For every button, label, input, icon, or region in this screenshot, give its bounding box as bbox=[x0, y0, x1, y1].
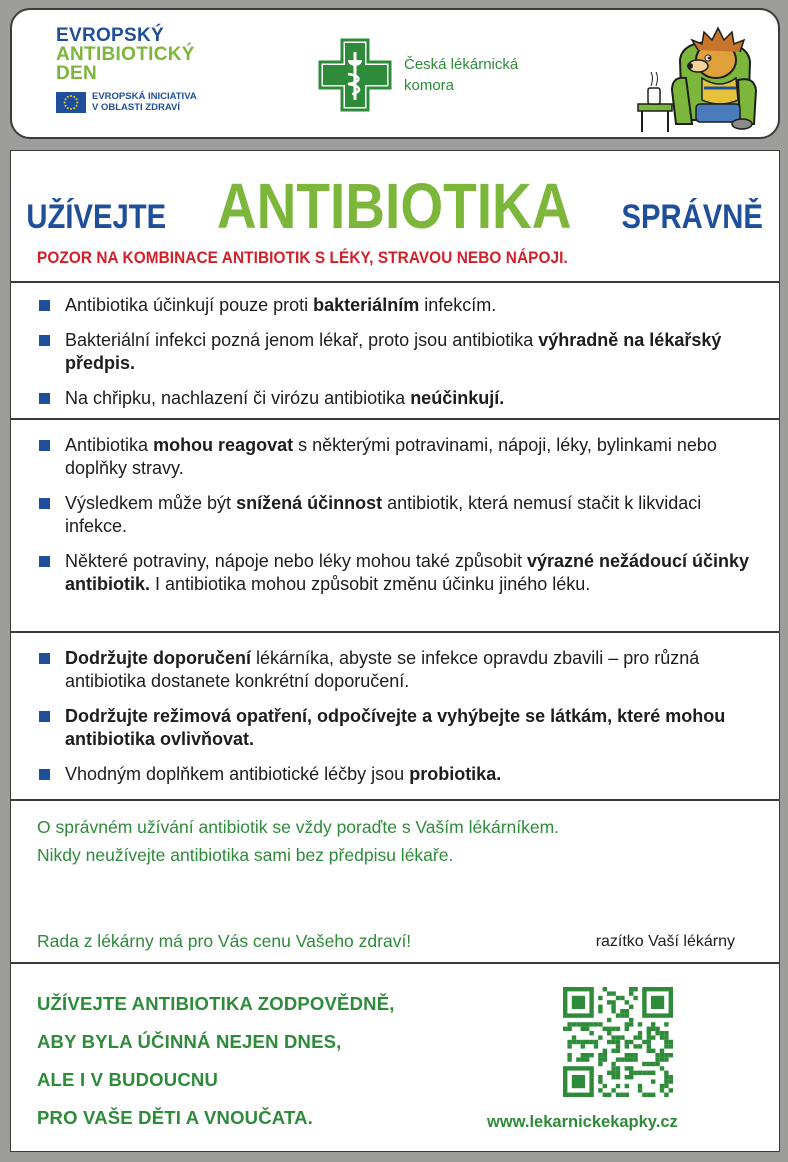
text: Některé potraviny, nápoje nebo léky mohou také způsobit bbox=[65, 551, 527, 571]
bold-text: bakteriálním bbox=[313, 295, 420, 315]
motto: Rada z lékárny má pro Vás cenu Vašeho zdraví! bbox=[37, 931, 412, 951]
bullet-item bbox=[39, 763, 759, 786]
text: infekcím. bbox=[419, 295, 497, 315]
bold-text: snížená účinnost bbox=[236, 493, 383, 513]
ead-line-2: ANTIBIOTICKÝ bbox=[56, 44, 195, 65]
european-antibiotic-day-logo bbox=[56, 26, 197, 113]
slogan-line-4: PRO VAŠE DĚTI A VNOUČATA. bbox=[37, 1107, 314, 1128]
pharmacy-chamber-name bbox=[404, 54, 518, 96]
bold-text: neúčinkují. bbox=[410, 388, 505, 408]
text: Antibiotika účinkují pouze proti bbox=[65, 295, 314, 315]
bold-text: výhradně na lékařský předpis. bbox=[65, 330, 722, 373]
bullet-item bbox=[39, 294, 759, 317]
slogan-line-1: UŽÍVEJTE ANTIBIOTIKA ZODPOVĚDNĚ, bbox=[37, 993, 395, 1014]
divider bbox=[11, 631, 779, 633]
bold-text: Dodržujte režimová opatření, odpočívejte a vyhýbejte se látkám, které mohou antibiotika ovlivňovat. bbox=[65, 706, 726, 749]
poster-main bbox=[10, 150, 780, 1152]
warning-subtitle: POZOR NA KOMBINACE ANTIBIOTIK S LÉKY, STRAVOU NEBO NÁPOJI. bbox=[37, 249, 568, 267]
text: Antibiotika bbox=[65, 435, 154, 455]
text: Výsledkem může být bbox=[65, 493, 237, 513]
advice-line-2: Nikdy neužívejte antibiotika sami bez předpisu lékaře. bbox=[37, 845, 454, 865]
bold-text: výrazné nežádoucí účinky antibiotik. bbox=[65, 551, 750, 594]
bullet-item bbox=[39, 387, 759, 410]
divider bbox=[11, 799, 779, 801]
title-right: SPRÁVNĚ bbox=[621, 198, 764, 236]
bullet-list-recommendations bbox=[39, 647, 759, 798]
text: Vhodným doplňkem antibiotické léčby jsou bbox=[65, 764, 410, 784]
text: s některými potravinami, nápoji, léky, bylinkami nebo doplňky stravy. bbox=[65, 435, 717, 478]
slogan bbox=[37, 985, 395, 1137]
bullet-item bbox=[39, 434, 759, 480]
eu-line-1: EVROPSKÁ INICIATIVA bbox=[92, 91, 197, 102]
eu-line-2: V OBLASTI ZDRAVÍ bbox=[92, 102, 180, 113]
eu-initiative-text bbox=[92, 91, 197, 113]
pharmacy-chamber-logo bbox=[318, 38, 518, 112]
bullet-list-interactions bbox=[39, 434, 759, 608]
pharmacy-cross-icon bbox=[318, 38, 392, 112]
title-center: ANTIBIOTIKA bbox=[216, 170, 572, 242]
bullet-item bbox=[39, 550, 759, 596]
divider bbox=[11, 281, 779, 283]
website-link[interactable]: www.lekarnickekapky.cz bbox=[487, 1113, 678, 1131]
ead-line-3: DEN bbox=[56, 63, 98, 84]
stamp-label: razítko Vaší lékárny bbox=[595, 933, 735, 950]
bullet-item bbox=[39, 329, 759, 375]
text: I antibiotika mohou způsobit změnu účinku jiného léku. bbox=[150, 574, 591, 594]
text: Na chřipku, nachlazení či virózu antibiotika bbox=[65, 388, 411, 408]
divider bbox=[11, 418, 779, 420]
slogan-line-2: ABY BYLA ÚČINNÁ NEJEN DNES, bbox=[37, 1031, 342, 1052]
bullet-item bbox=[39, 647, 759, 693]
eu-initiative bbox=[56, 91, 197, 113]
advice-text bbox=[37, 813, 559, 869]
text: antibiotik, která nemusí stačit k likvidaci infekce. bbox=[65, 493, 702, 536]
bold-text: mohou reagovat bbox=[153, 435, 294, 455]
header-banner bbox=[10, 8, 780, 139]
bold-text: Dodržujte doporučení bbox=[65, 648, 251, 668]
bullet-list-basics bbox=[39, 294, 759, 422]
chamber-line-2: komora bbox=[404, 77, 455, 94]
bullet-item bbox=[39, 705, 759, 751]
eu-flag-icon bbox=[56, 92, 86, 113]
bold-text: probiotika. bbox=[409, 764, 502, 784]
title-left: UŽÍVEJTE bbox=[26, 198, 167, 236]
text: lékárníka, abyste se infekce opravdu zbavili – pro různá antibiotika dostanete konkrétní doporučení. bbox=[65, 648, 700, 691]
qr-code-icon[interactable] bbox=[563, 987, 673, 1097]
chamber-line-1: Česká lékárnická bbox=[404, 56, 519, 73]
ead-line-1: EVROPSKÝ bbox=[56, 25, 164, 46]
hedgehog-in-armchair-icon bbox=[632, 20, 768, 136]
bullet-item bbox=[39, 492, 759, 538]
slogan-line-3: ALE I V BUDOUCNU bbox=[37, 1069, 219, 1090]
poster-title bbox=[11, 169, 779, 243]
divider bbox=[11, 962, 779, 964]
text: Bakteriální infekci pozná jenom lékař, proto jsou antibiotika bbox=[65, 330, 539, 350]
advice-line-1: O správném užívání antibiotik se vždy poraďte s Vaším lékárníkem. bbox=[37, 817, 560, 837]
